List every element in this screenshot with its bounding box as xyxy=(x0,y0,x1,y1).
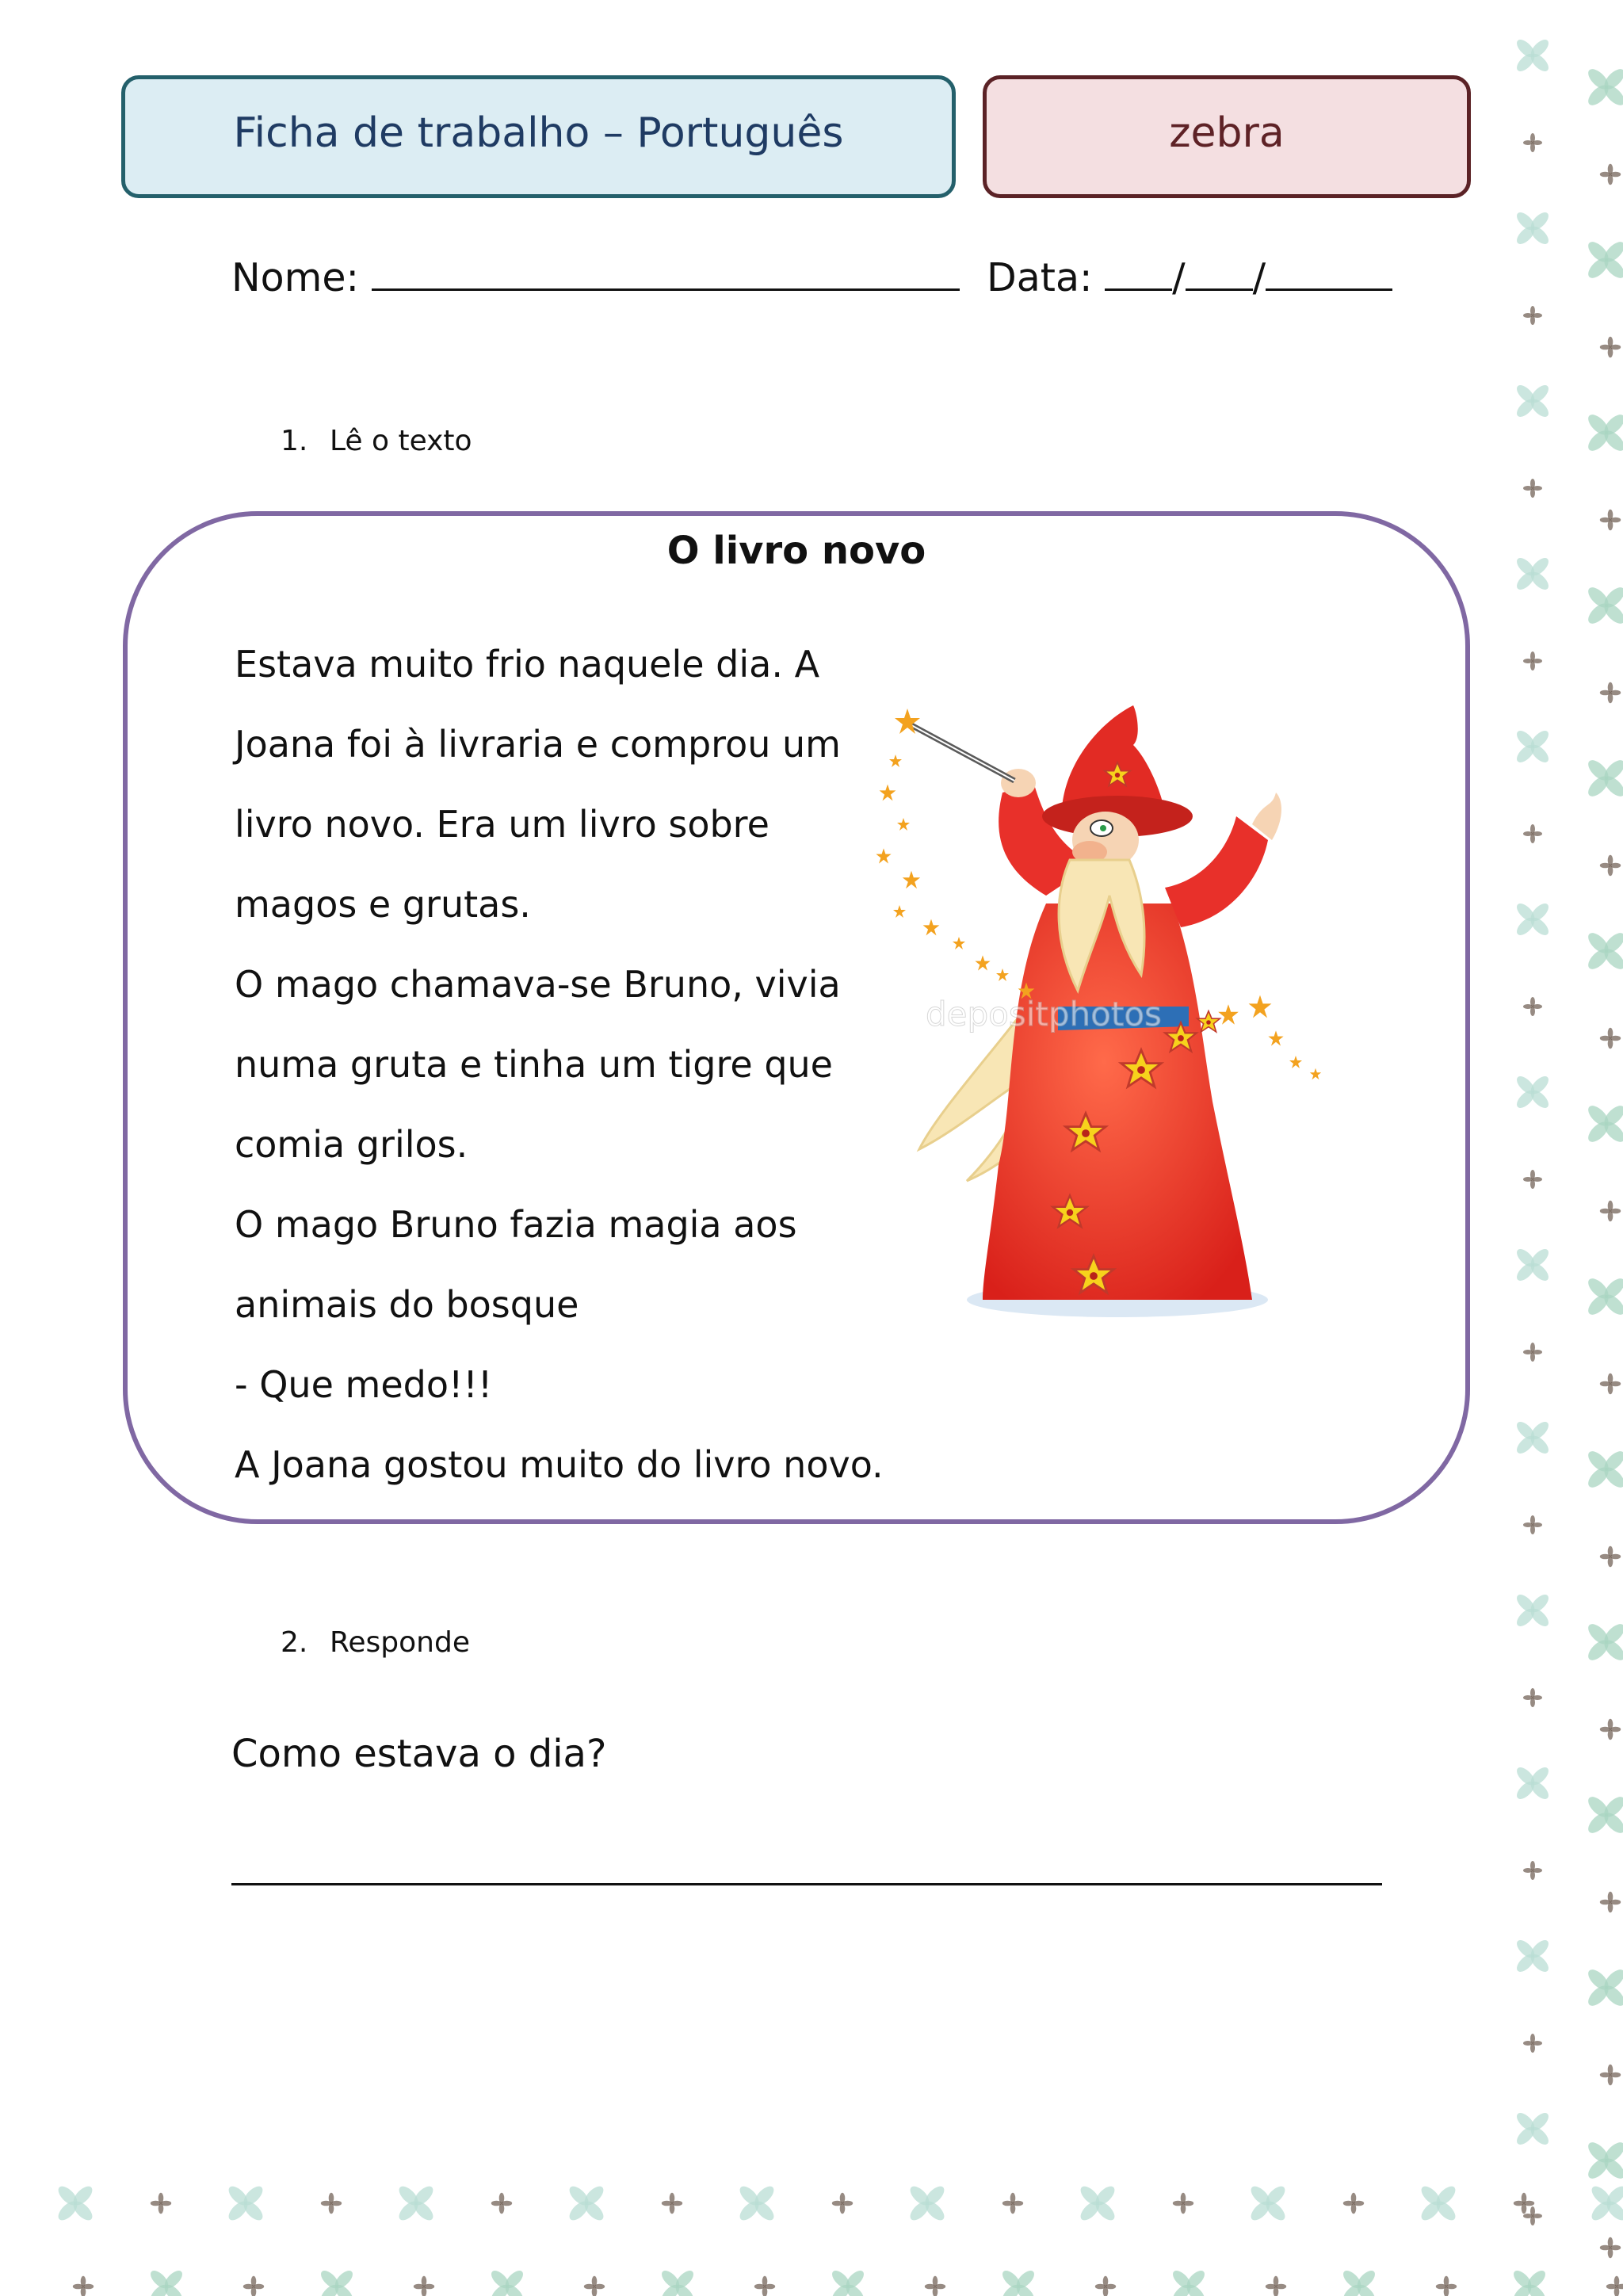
story-title: O livro novo xyxy=(666,529,926,573)
watermark-text: depositphotos xyxy=(926,995,1162,1033)
name-field[interactable] xyxy=(231,255,960,300)
story-line: A Joana gostou muito do livro novo. xyxy=(235,1443,884,1486)
wizard-illustration xyxy=(864,690,1355,1324)
worksheet-title-box xyxy=(121,75,956,198)
story-line: numa gruta e tinha um tigre que xyxy=(235,1043,833,1086)
date-year-blank[interactable] xyxy=(1266,288,1392,291)
date-separator: / xyxy=(1252,255,1266,300)
instruction-number: 2. xyxy=(281,1626,308,1659)
date-day-blank[interactable] xyxy=(1105,288,1172,291)
target-word-box xyxy=(983,75,1471,198)
watermark xyxy=(873,992,1162,1037)
name-label: Nome: xyxy=(231,255,360,300)
story-line: Estava muito frio naquele dia. A xyxy=(235,643,820,686)
story-line: animais do bosque xyxy=(235,1283,579,1326)
instruction-2 xyxy=(281,1626,470,1659)
question-text: Como estava o dia? xyxy=(231,1732,607,1776)
name-blank[interactable] xyxy=(372,288,960,291)
decorative-border-bottom xyxy=(0,2168,1623,2296)
story-line: O mago chamava-se Bruno, vivia xyxy=(235,963,841,1006)
date-separator: / xyxy=(1172,255,1186,300)
worksheet-title: Ficha de trabalho – Português xyxy=(233,109,844,157)
story-line: - Que medo!!! xyxy=(235,1363,493,1406)
decorative-border-right xyxy=(1499,0,1623,2296)
answer-line[interactable] xyxy=(231,1883,1382,1885)
instruction-text: Lê o texto xyxy=(330,425,472,457)
instruction-number: 1. xyxy=(281,425,308,457)
story-line: magos e grutas. xyxy=(235,883,531,926)
date-field[interactable] xyxy=(987,255,1392,300)
target-word: zebra xyxy=(1169,109,1285,157)
story-line: O mago Bruno fazia magia aos xyxy=(235,1203,797,1246)
date-month-blank[interactable] xyxy=(1186,288,1253,291)
instruction-1 xyxy=(281,425,472,457)
story-line: Joana foi à livraria e comprou um xyxy=(235,723,841,766)
date-label: Data: xyxy=(987,255,1093,300)
instruction-text: Responde xyxy=(330,1626,470,1659)
story-line: livro novo. Era um livro sobre xyxy=(235,803,769,846)
story-line: comia grilos. xyxy=(235,1123,468,1166)
